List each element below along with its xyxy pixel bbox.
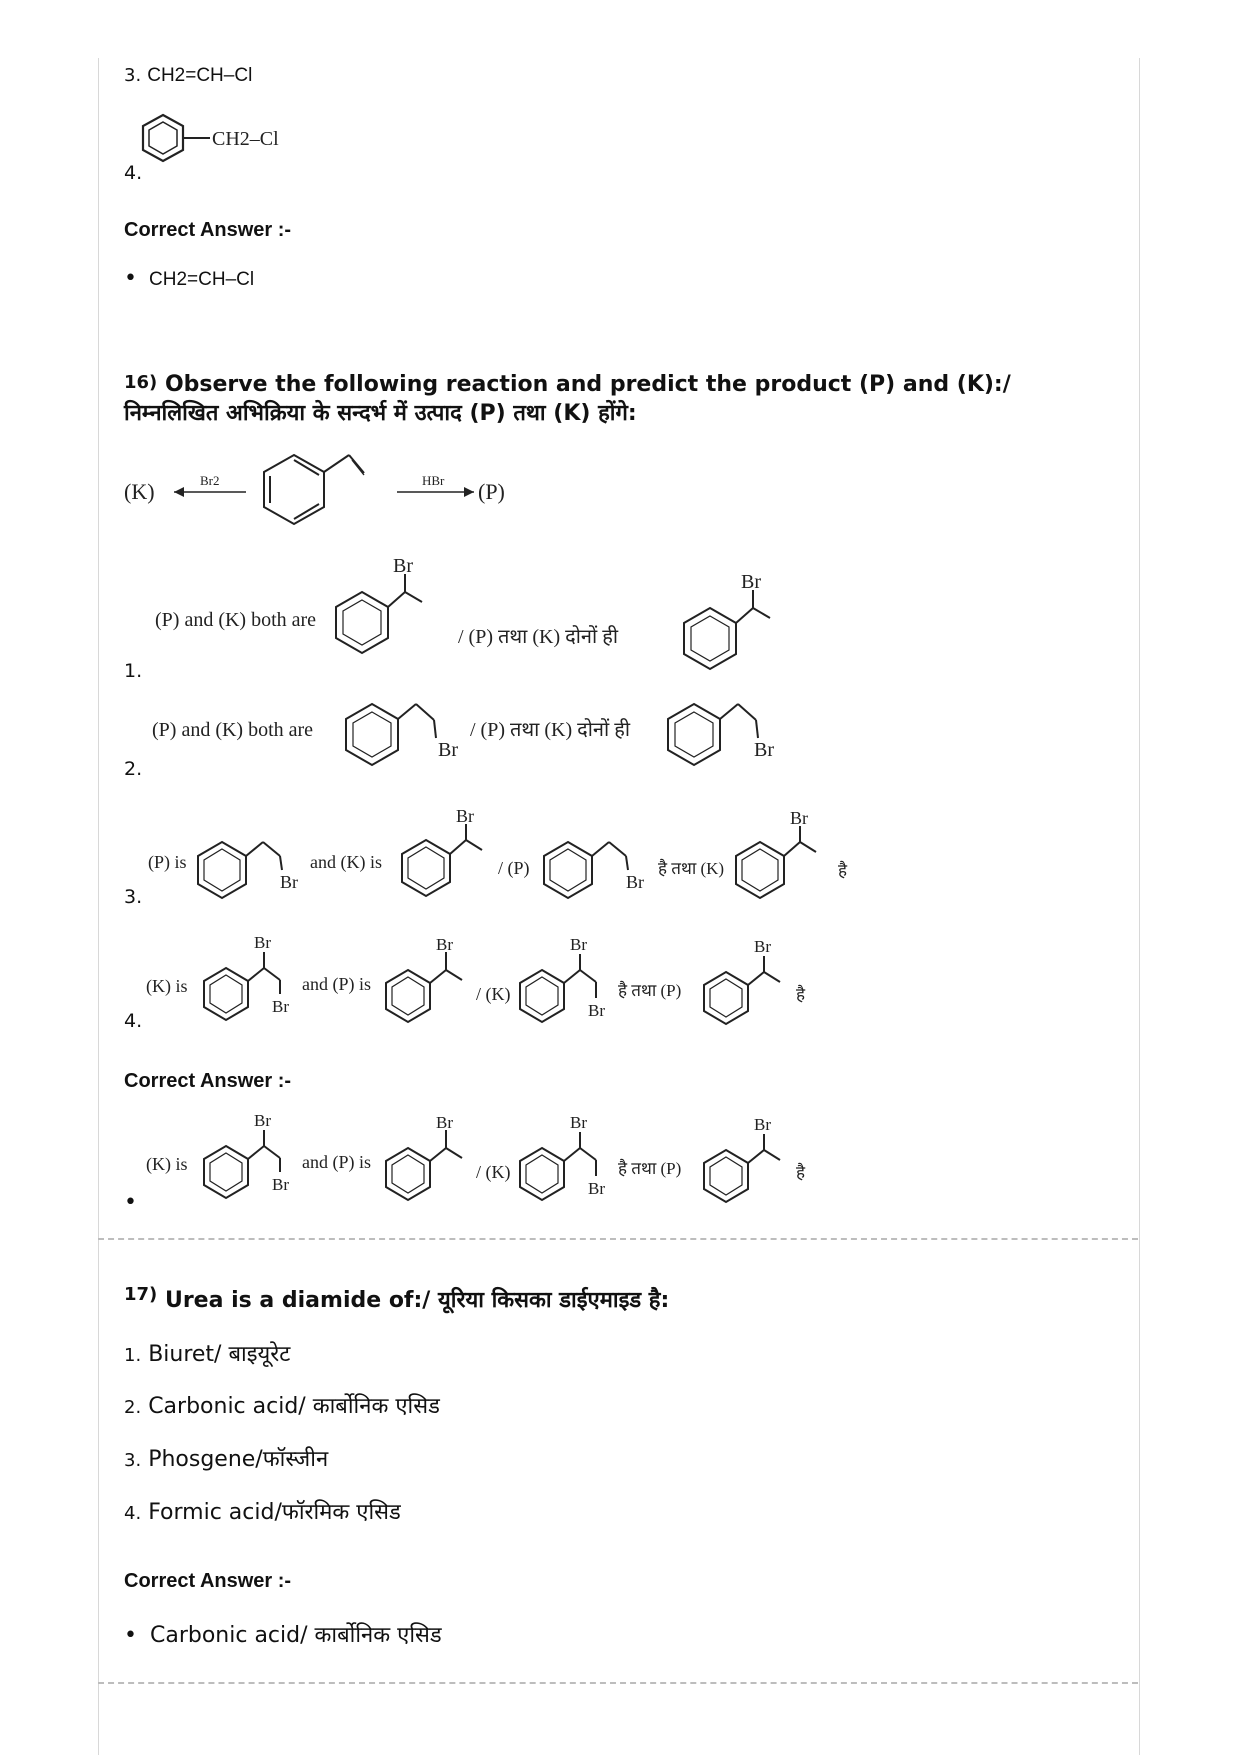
section-divider-bottom — [98, 1682, 1138, 1684]
q15-option-3: 3. CH2=CH–Cl — [124, 65, 253, 86]
opt3-br-2: Br — [456, 808, 474, 826]
opt2-br-2: Br — [754, 739, 774, 761]
ans-k-is-text: (K) is — [146, 1154, 188, 1174]
opt3-and-k-is-text: and (K) is — [310, 852, 382, 872]
opt4-hai-tatha-p-text: है तथा (P) — [618, 981, 682, 1000]
opt2-hindi-text: / (P) तथा (K) दोनों ही — [470, 719, 631, 741]
opt4-k-is-text: (K) is — [146, 976, 188, 996]
q16-answer-figure — [146, 1108, 846, 1208]
ans-hai-tatha-p-text: है तथा (P) — [618, 1159, 682, 1178]
q16-option-3-figure — [148, 808, 868, 908]
q15-option-4-num: 4. — [124, 162, 143, 184]
q16-option-3-num: 3. — [124, 886, 143, 908]
ans-and-p-is-text: and (P) is — [302, 1152, 371, 1172]
q16-answer-bullet: • — [124, 1190, 137, 1215]
q15-option-4-group: CH2–Cl — [212, 128, 279, 150]
ans-br-5: Br — [588, 1179, 605, 1198]
q17-question: $^{17)}$ Urea is a diamide of:/ यूरिया किसका डाईएमाइड है: — [124, 1284, 670, 1313]
q16-option-2-figure — [150, 690, 790, 770]
q16-option-4-figure — [146, 930, 846, 1030]
opt3-br-4: Br — [790, 808, 808, 828]
ans-br-3: Br — [436, 1113, 453, 1132]
scheme-hbr-label: HBr — [422, 473, 445, 488]
ans-slash-k-text: / (K) — [476, 1162, 511, 1182]
q17-correct-answer-label: Correct Answer :- — [124, 1570, 292, 1592]
q16-correct-answer-label: Correct Answer :- — [124, 1070, 292, 1092]
q16-question: $^{16)}$ Observe the following reaction and predict the product (P) and (K):/ निम्नलिखित अभिक्रिया के सन्दर्भ में उत्पाद (P) तथा (K) होंगे: — [124, 372, 1011, 426]
opt4-br-3: Br — [436, 935, 453, 954]
opt3-br-3: Br — [626, 872, 644, 892]
q17-answer: • Carbonic acid/ कार्बोनिक एसिड — [124, 1623, 442, 1648]
opt2-pk-both-text: (P) and (K) both are — [152, 719, 314, 741]
q17-option-1: 1. Biuret/ बाइयूरेट — [124, 1342, 291, 1367]
ans-br-6: Br — [754, 1115, 771, 1134]
opt4-br-6: Br — [754, 937, 771, 956]
opt1-hindi-text: / (P) तथा (K) दोनों ही — [458, 626, 619, 648]
opt4-br-4: Br — [570, 935, 587, 954]
ans-br-1: Br — [254, 1111, 271, 1130]
q16-option-1-num: 1. — [124, 660, 143, 682]
q15-answer: • CH2=CH–Cl — [124, 266, 255, 291]
opt2-br-1: Br — [438, 739, 458, 761]
reaction-scheme — [124, 445, 544, 545]
q16-option-1-figure — [150, 556, 790, 676]
opt4-br-5: Br — [588, 1001, 605, 1020]
section-divider — [98, 1238, 1138, 1240]
opt3-br-1: Br — [280, 872, 298, 892]
q16-option-2-num: 2. — [124, 758, 143, 780]
q17-option-3: 3. Phosgene/फॉस्जीन — [124, 1447, 329, 1472]
opt4-br-1: Br — [254, 933, 271, 952]
opt1-pk-both-text: (P) and (K) both are — [155, 609, 317, 631]
scheme-p-label: (P) — [478, 479, 505, 504]
opt3-p-is-text: (P) is — [148, 852, 187, 872]
ans-br-4: Br — [570, 1113, 587, 1132]
opt3-hai-text: है — [838, 861, 848, 880]
ans-hai-text: है — [796, 1163, 806, 1182]
q16-option-4-num: 4. — [124, 1010, 143, 1032]
opt1-br-2: Br — [741, 571, 761, 593]
q15-option-3-formula: CH2=CH–Cl — [147, 65, 253, 86]
opt3-hai-tatha-k-text: है तथा (K) — [658, 859, 725, 878]
benzyl-chloride-structure — [140, 112, 340, 182]
q17-option-4: 4. Formic acid/फॉरमिक एसिड — [124, 1500, 401, 1525]
opt4-slash-k-text: / (K) — [476, 984, 511, 1004]
scheme-k-label: (K) — [124, 479, 155, 504]
opt4-hai-text: है — [796, 985, 806, 1004]
scheme-br2-label: Br2 — [200, 473, 220, 488]
opt1-br-1: Br — [393, 556, 413, 577]
q15-correct-answer-label: Correct Answer :- — [124, 219, 292, 241]
opt3-slash-p-text: / (P) — [498, 858, 530, 878]
opt4-and-p-is-text: and (P) is — [302, 974, 371, 994]
ans-br-2: Br — [272, 1175, 289, 1194]
opt4-br-2: Br — [272, 997, 289, 1016]
q17-option-2: 2. Carbonic acid/ कार्बोनिक एसिड — [124, 1394, 440, 1419]
